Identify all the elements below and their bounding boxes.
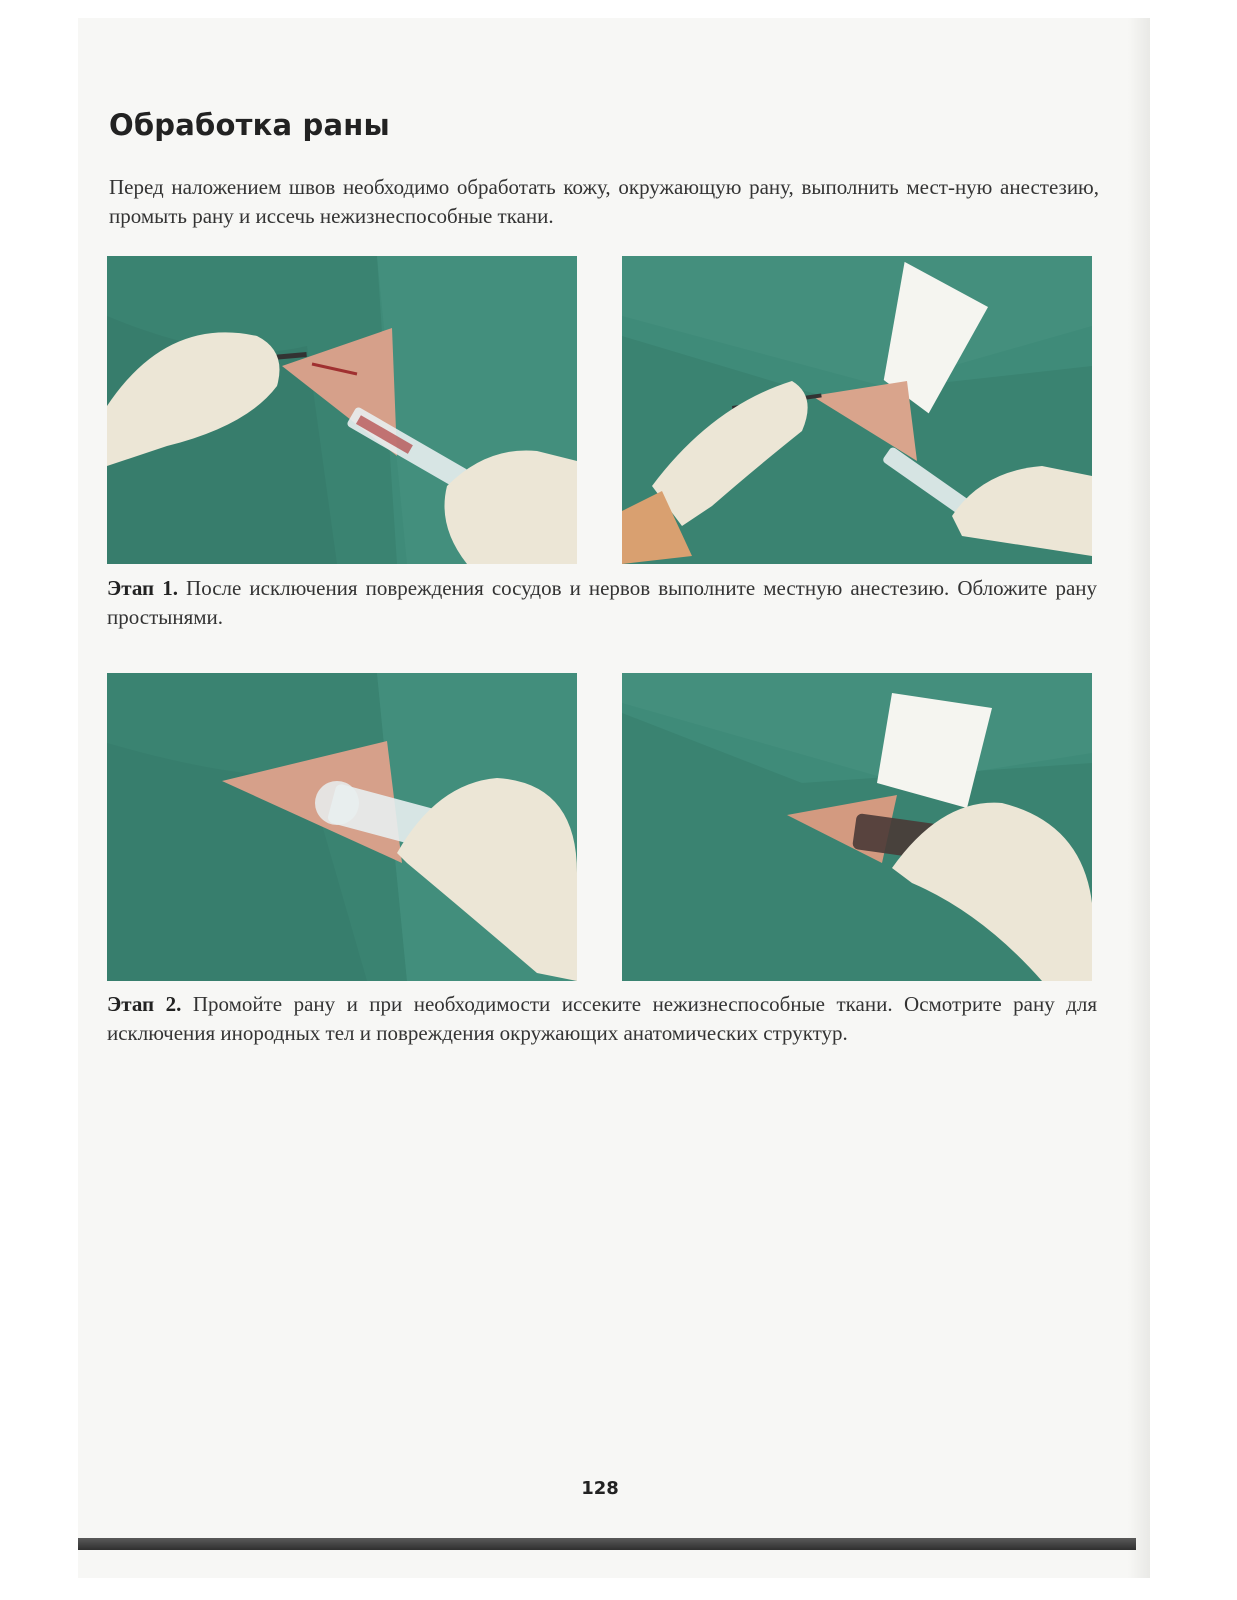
- step2-text: Промойте рану и при необходимости иссеките нежизнеспособные ткани. Осмотрите рану для исключения инородных тел и повреждения окружающих анатомических структур.: [107, 992, 1098, 1045]
- bottom-rule: [78, 1538, 1136, 1550]
- step2-photo-irrigation: [107, 673, 577, 981]
- step1-photo-anesthesia-syringe: [107, 256, 577, 564]
- page-title: Обработка раны: [109, 108, 390, 142]
- page-edge: [1128, 18, 1150, 1578]
- step1-caption: [107, 574, 1097, 632]
- page-number: 128: [581, 1478, 619, 1499]
- step1-text: После исключения повреждения сосудов и нервов выполните местную анестезию. Обложите рану простынями.: [107, 576, 1098, 629]
- step1-label: Этап 1.: [107, 576, 178, 600]
- intro-paragraph: Перед наложением швов необходимо обработать кожу, окружающую рану, выполнить мест-ную анестезию, промыть рану и иссечь нежизнеспособные ткани.: [109, 175, 1099, 228]
- step2-caption: [107, 990, 1097, 1048]
- step2-photo-wound-inspection: [622, 673, 1092, 981]
- step2-label: Этап 2.: [107, 992, 182, 1016]
- step1-photo-draped-wound: [622, 256, 1092, 564]
